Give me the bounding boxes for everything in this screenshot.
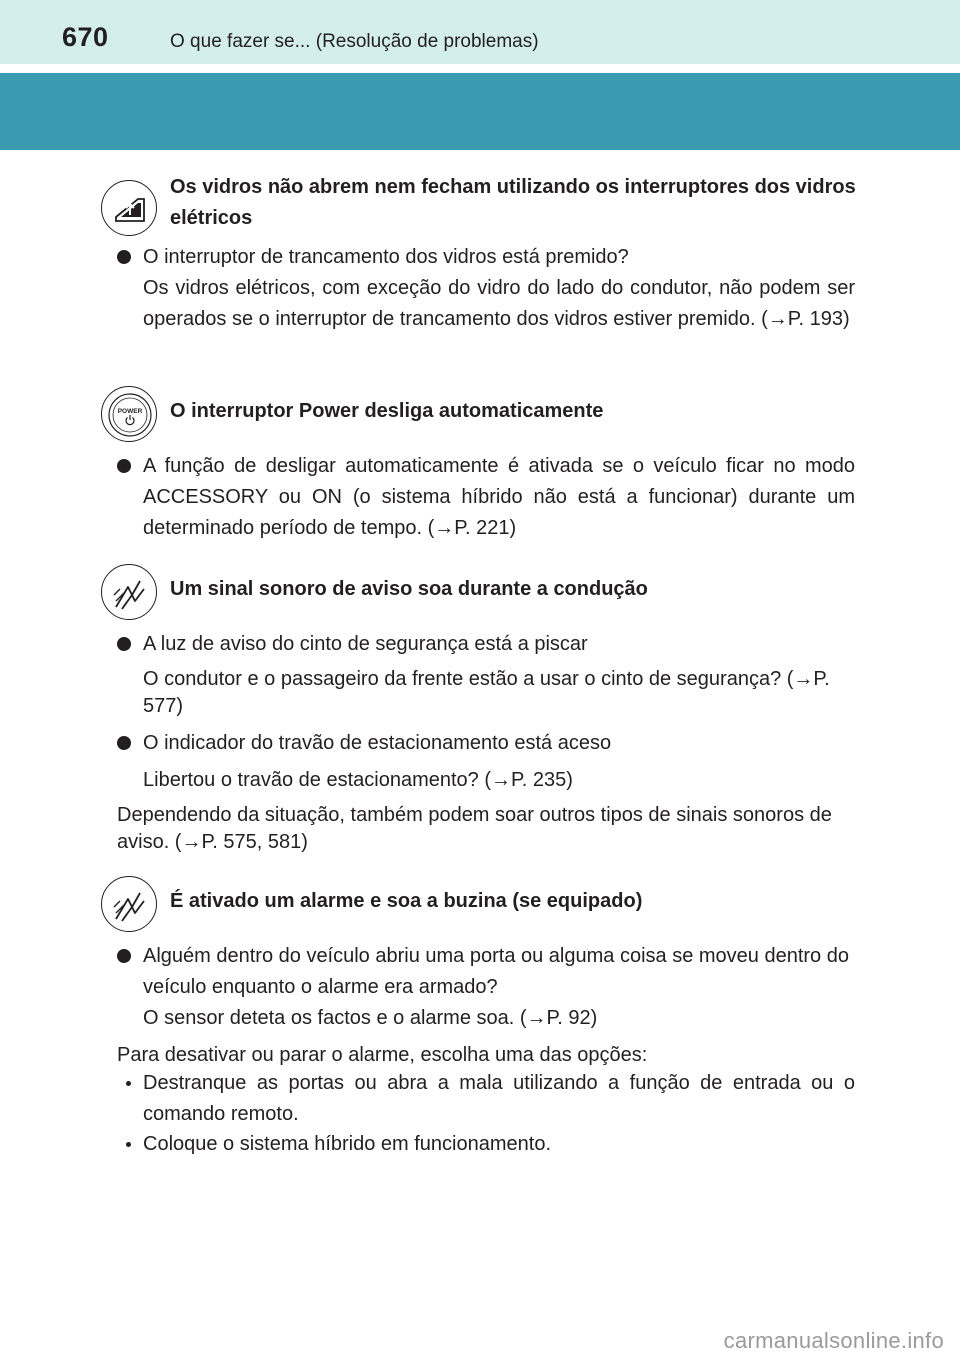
section-banner: [0, 73, 960, 150]
bullet-icon: [117, 459, 131, 473]
answer-alarm: O sensor deteta os factos e o alarme soa. (→P. 92): [143, 1007, 598, 1029]
power-window-icon: [101, 180, 157, 236]
bullet-icon: [117, 637, 131, 651]
question-seatbelt: A luz de aviso do cinto de segurança está a piscar: [143, 633, 588, 655]
section-title-alarm: É ativado um alarme e soa a buzina (se equipado): [170, 890, 643, 912]
section-title-power-windows: Os vidros não abrem nem fecham utilizando os interruptores dos vidros elétricos: [170, 176, 856, 229]
list-dot: [126, 1081, 131, 1086]
page-number: 670: [62, 22, 109, 52]
section-title-warning-buzzer: Um sinal sonoro de aviso soa durante a condução: [170, 578, 648, 600]
alarm-horn-icon: [101, 876, 157, 932]
option-unlock-doors: Destranque as portas ou abra a mala utilizando a função de entrada ou o comando remoto.: [143, 1072, 855, 1125]
question-parking-brake: O indicador do travão de estacionamento está aceso: [143, 732, 612, 754]
question-window-lock: O interruptor de trancamento dos vidros está premido?: [143, 246, 629, 268]
chapter-title: O que fazer se... (Resolução de problemas): [170, 31, 539, 52]
answer-parking-brake: Libertou o travão de estacionamento? (→P. 235): [143, 769, 573, 791]
svg-text:POWER: POWER: [117, 408, 143, 415]
note-other-buzzers: Dependendo da situação, também podem soar outros tipos de sinais sonoros de aviso. (→P. 575, 581): [117, 804, 832, 853]
question-alarm: Alguém dentro do veículo abriu uma porta ou alguma coisa se moveu dentro do veículo enquanto o alarme era armado?: [143, 945, 849, 998]
warning-buzzer-icon: [101, 564, 157, 620]
list-dot: [126, 1142, 131, 1147]
power-switch-icon: [101, 386, 157, 442]
answer-window-lock: Os vidros elétricos, com exceção do vidro do lado do condutor, não podem ser operados se o interruptor de trancamento dos vidros estiver premido. (→P. 193): [143, 277, 855, 330]
bullet-icon: [117, 250, 131, 264]
bullet-icon: [117, 949, 131, 963]
bullet-icon: [117, 736, 131, 750]
answer-seatbelt: O condutor e o passageiro da frente estão a usar o cinto de segurança? (→P. 577): [143, 668, 830, 717]
note-disable-alarm: Para desativar ou parar o alarme, escolha uma das opções:: [117, 1044, 648, 1066]
section-title-power-switch: O interruptor Power desliga automaticamente: [170, 400, 604, 422]
watermark: carmanualsonline.info: [723, 1328, 944, 1353]
text-auto-power-off: A função de desligar automaticamente é ativada se o veículo ficar no modo ACCESSORY ou ON (o sistema híbrido não está a funcionar) durante um determinado período de tempo. (→P. 221): [143, 455, 855, 539]
option-start-hybrid: Coloque o sistema híbrido em funcionamento.: [143, 1133, 552, 1155]
